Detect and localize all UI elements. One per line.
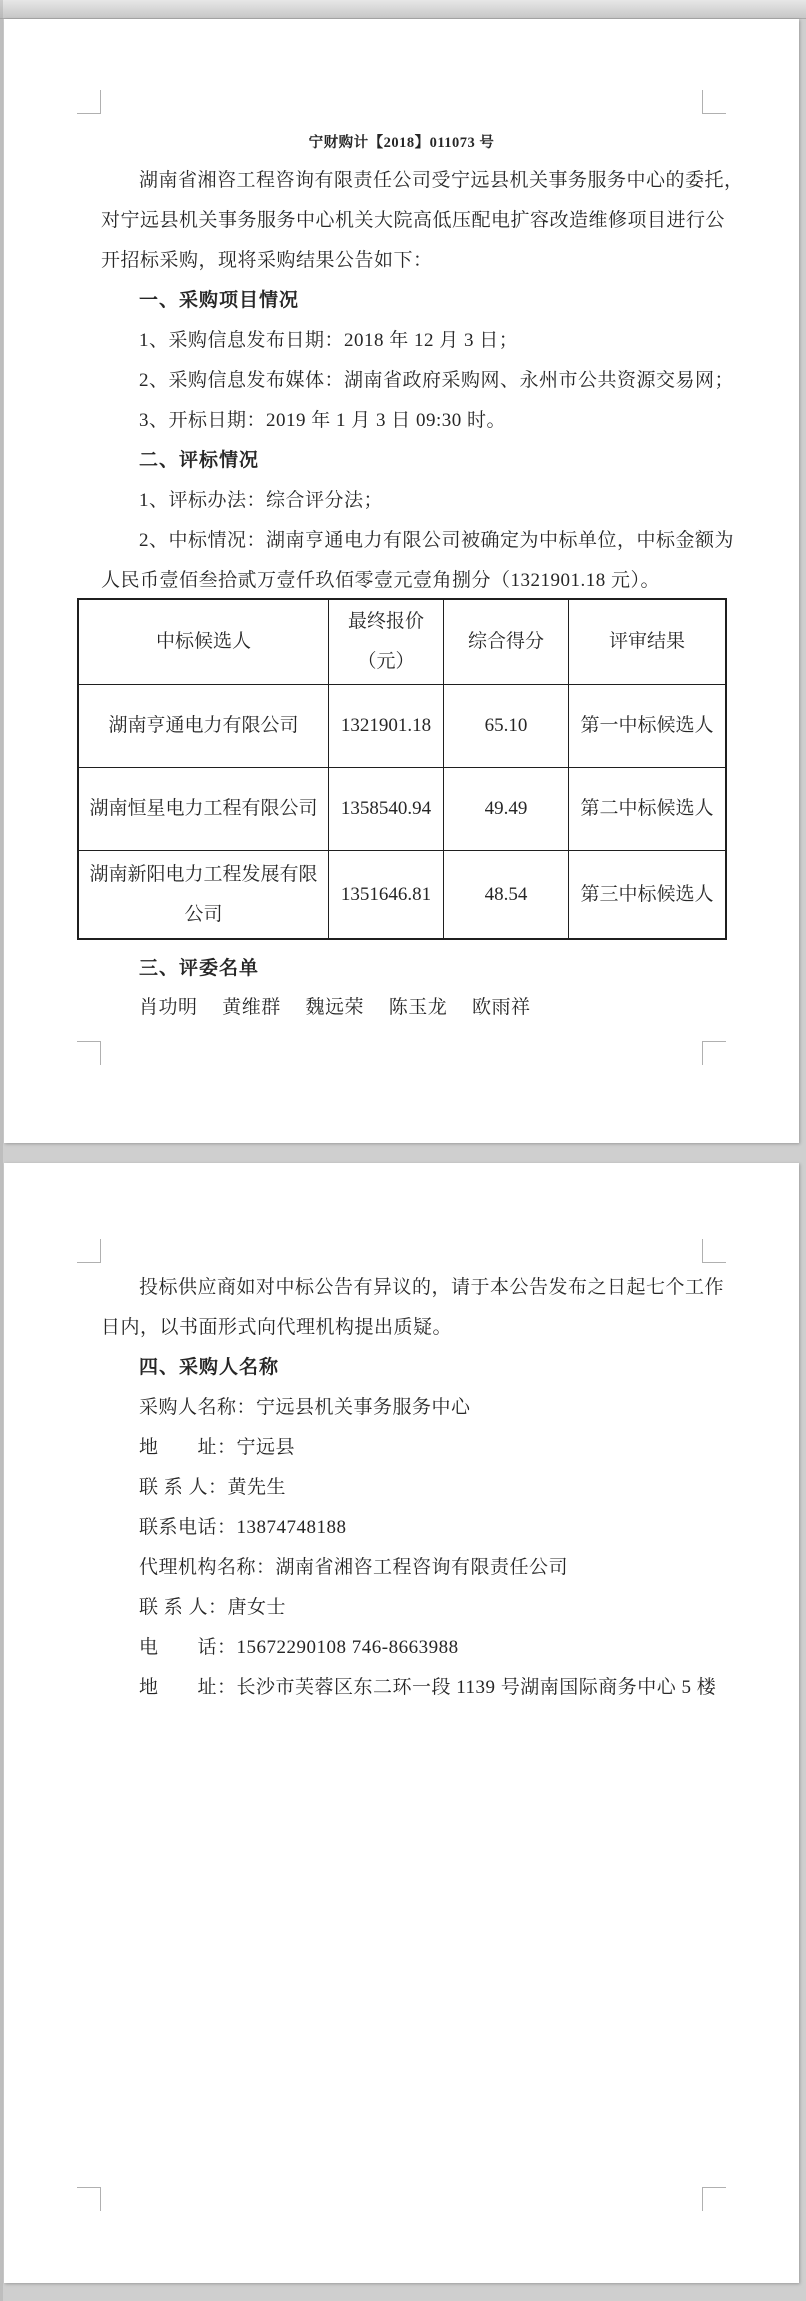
agency-phone: 电 话：15672290108 746-8663988 bbox=[139, 1637, 459, 1658]
section4-heading: 四、采购人名称 bbox=[139, 1357, 280, 1378]
cell-price: 1321901.18 bbox=[328, 684, 443, 767]
text-boundary-mark-top-left bbox=[77, 90, 101, 114]
section2-item-1: 1、评标办法：综合评分法； bbox=[139, 490, 384, 511]
cell-result: 第一中标候选人 bbox=[568, 684, 725, 767]
document-number: 宁财购计【2018】011073 号 bbox=[308, 135, 495, 151]
table-row bbox=[79, 767, 725, 850]
section1-item-1: 1、采购信息发布日期：2018 年 12 月 3 日； bbox=[139, 330, 519, 351]
agency-contact: 联 系 人：唐女士 bbox=[139, 1597, 287, 1618]
cell-price: 1358540.94 bbox=[328, 767, 443, 850]
table-row bbox=[79, 684, 725, 767]
cell-result: 第三中标候选人 bbox=[568, 850, 725, 938]
purchaser-name: 采购人名称：宁远县机关事务服务中心 bbox=[139, 1397, 471, 1418]
cell-candidate: 湖南亨通电力有限公司 bbox=[79, 684, 328, 767]
cell-price: 1351646.81 bbox=[328, 850, 443, 938]
header-candidate: 中标候选人 bbox=[155, 631, 251, 652]
purchaser-phone: 联系电话：13874748188 bbox=[139, 1517, 347, 1538]
document-page-2 bbox=[4, 1163, 799, 2283]
intro-line-1: 湖南省湘咨工程咨询有限责任公司受宁远县机关事务服务中心的委托， bbox=[139, 170, 744, 191]
judges-names: 肖功明 黄维群 魏远荣 陈玉龙 欧雨祥 bbox=[139, 997, 531, 1018]
agency-name: 代理机构名称：湖南省湘咨工程咨询有限责任公司 bbox=[139, 1557, 569, 1578]
text-boundary-mark-bottom-left bbox=[77, 1041, 101, 1065]
section3-heading: 三、评委名单 bbox=[139, 958, 260, 979]
section2-heading: 二、评标情况 bbox=[139, 450, 260, 471]
cell-candidate: 湖南恒星电力工程有限公司 bbox=[79, 767, 328, 850]
cell-score: 49.49 bbox=[443, 767, 568, 850]
objection-line-1: 投标供应商如对中标公告有异议的，请于本公告发布之日起七个工作 bbox=[139, 1277, 725, 1298]
intro-line-2: 对宁远县机关事务服务中心机关大院高低压配电扩容改造维修项目进行公 bbox=[101, 210, 726, 231]
cell-score: 48.54 bbox=[443, 850, 568, 938]
bid-results-table bbox=[77, 598, 727, 940]
text-boundary-mark-top-right bbox=[702, 90, 726, 114]
purchaser-contact: 联 系 人：黄先生 bbox=[139, 1477, 287, 1498]
table-header-row bbox=[79, 600, 725, 684]
cell-score: 65.10 bbox=[443, 684, 568, 767]
section1-item-2: 2、采购信息发布媒体：湖南省政府采购网、永州市公共资源交易网； bbox=[139, 370, 735, 391]
text-boundary-mark-bottom-left bbox=[77, 2187, 101, 2211]
cell-result: 第二中标候选人 bbox=[568, 767, 725, 850]
header-result: 评审结果 bbox=[568, 600, 725, 684]
text-boundary-mark-top-left bbox=[77, 1239, 101, 1263]
document-page-1 bbox=[4, 19, 799, 1143]
header-final-price: 最终报价 （元） bbox=[328, 600, 443, 684]
table-row bbox=[79, 850, 725, 938]
viewer-left-edge bbox=[0, 0, 3, 2301]
section2-item-2-line-1: 2、中标情况：湖南亨通电力有限公司被确定为中标单位，中标金额为 bbox=[139, 530, 735, 551]
section1-item-3: 3、开标日期：2019 年 1 月 3 日 09:30 时。 bbox=[139, 410, 507, 431]
section1-heading: 一、采购项目情况 bbox=[139, 290, 300, 311]
purchaser-address: 地 址：宁远县 bbox=[139, 1437, 296, 1458]
text-boundary-mark-bottom-right bbox=[702, 1041, 726, 1065]
text-boundary-mark-bottom-right bbox=[702, 2187, 726, 2211]
objection-line-2: 日内，以书面形式向代理机构提出质疑。 bbox=[101, 1317, 453, 1338]
header-score: 综合得分 bbox=[443, 600, 568, 684]
cell-candidate: 湖南新阳电力工程发展有限公司 bbox=[79, 850, 328, 938]
viewer-top-band bbox=[0, 0, 806, 19]
section2-item-2-line-2: 人民币壹佰叁拾贰万壹仟玖佰零壹元壹角捌分（1321901.18 元）。 bbox=[101, 570, 661, 591]
intro-line-3: 开招标采购，现将采购结果公告如下： bbox=[101, 250, 433, 271]
agency-address: 地 址：长沙市芙蓉区东二环一段 1139 号湖南国际商务中心 5 楼 bbox=[139, 1677, 717, 1698]
text-boundary-mark-top-right bbox=[702, 1239, 726, 1263]
